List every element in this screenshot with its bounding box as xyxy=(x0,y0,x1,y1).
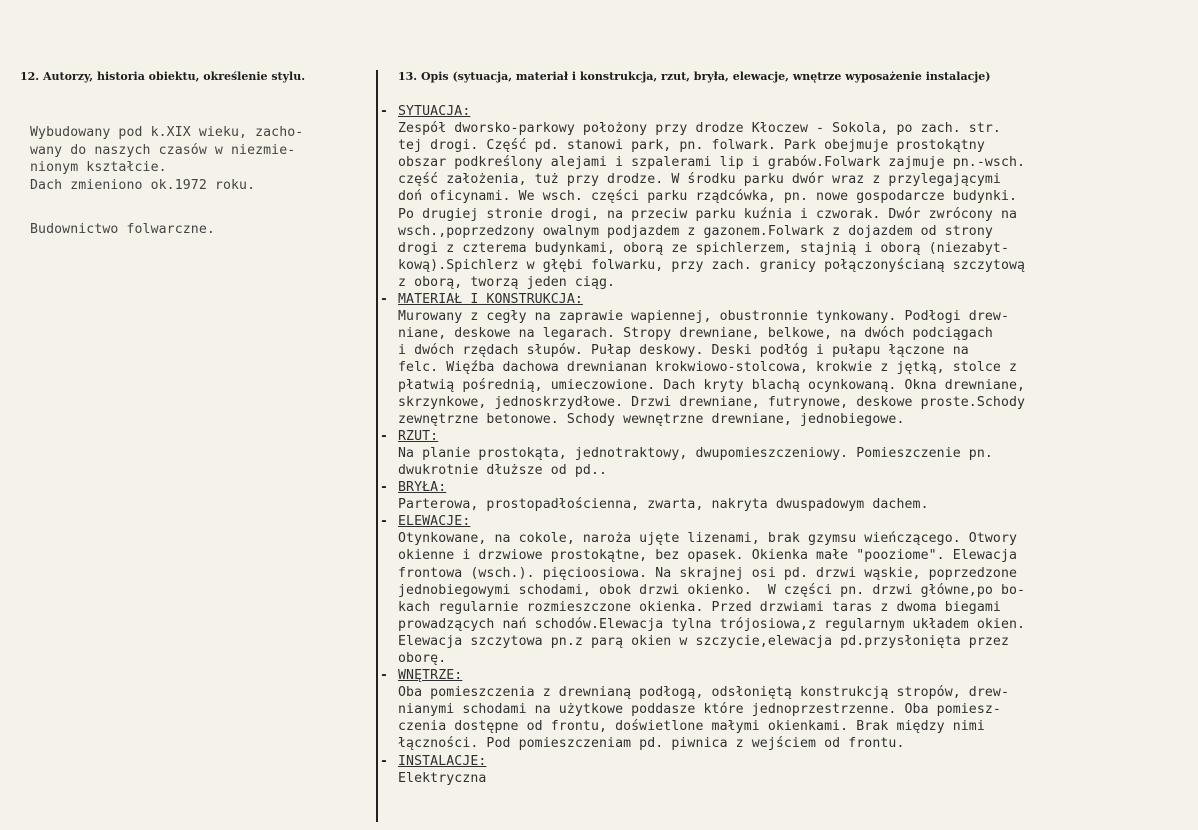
section-heading xyxy=(380,667,1180,684)
section-dash: - xyxy=(380,514,389,530)
section-line: dwukrotnie dłuższe od pd.. xyxy=(398,462,608,478)
section-line: kową).Spichlerz w głębi folwarku, przy zach. granicy połączonyścianą szczytową xyxy=(398,257,1026,273)
section-line: Na planie prostokąta, jednotraktowy, dwupomieszczeniowy. Pomieszczenie pn. xyxy=(398,445,993,461)
style-paragraph: Budownictwo folwarczne. xyxy=(30,222,215,237)
section-line: nianymi schodami na użytkowe poddasze które jednoprzestrzenne. Oba pomiesz- xyxy=(398,702,1001,718)
section-line: łączności. Pod pomieszczeniam pd. piwnica z wejściem od frontu. xyxy=(398,736,905,752)
section-line: Parterowa, prostopadłościenna, zwarta, nakryta dwuspadowym dachem. xyxy=(398,497,929,513)
section-dash: - xyxy=(380,480,389,496)
section-line: oborę. xyxy=(398,651,447,666)
section-line: czenia dostępne od frontu, doświetlone małymi okienkami. Brak między nimi xyxy=(398,719,985,735)
section-line: Oba pomieszczenia z drewnianą podłogą, odsłoniętą konstrukcją stropów, drew- xyxy=(398,685,1010,701)
section-line: Elewacja szczytowa pn.z parą okien w szczycie,elewacja pd.przysłonięta przez xyxy=(398,633,1010,649)
section-heading xyxy=(380,103,1180,120)
section-dash: - xyxy=(380,428,389,444)
section-line: frontowa (wsch.). pięcioosiowa. Na skrajnej osi pd. drzwi wąskie, poprzedzone xyxy=(398,565,1018,581)
section-dash: - xyxy=(380,104,389,119)
section-heading xyxy=(380,513,1180,530)
section-line: okienne i drzwiowe prostokątne, bez opasek. Okienka małe "pooziome". Elewacja xyxy=(398,548,1018,564)
section-line: część założenia, tuż przy drodze. W środku parku dwór wraz z przylegającymi xyxy=(398,172,1001,188)
section-line: drogi z czterema budynkami, oborą ze spichlerzem, stajnią i oborą (niezabyt- xyxy=(398,240,1010,256)
section-heading xyxy=(380,753,1180,770)
section-line: skrzynkowe, jednoskrzydłowe. Drzwi drewniane, futrynowe, deskowe proste.Schody xyxy=(398,394,1026,410)
section-title: ELEWACJE: xyxy=(398,514,471,530)
section-title: WNĘTRZE: xyxy=(398,668,463,684)
section-line: zewnętrzne betonowe. Schody wewnętrzne drewniane, jednobiegowe. xyxy=(398,411,905,427)
section-title: BRYŁA: xyxy=(398,480,447,496)
section-line: obszar podkreślony alejami i szpalerami lip i grabów.Folwark zajmuje pn.-wsch. xyxy=(398,155,1026,171)
section-line: prowadzących nań schodów.Elewacja tylna trójosiowa,z regularnym układem okien. xyxy=(398,616,1026,632)
section-line: niane, deskowe na legarach. Stropy drewniane, belkowe, na dwóch podciągach xyxy=(398,326,993,342)
section-heading xyxy=(380,479,1180,496)
section-line: tej drogi. Część pd. stanowi park, pn. folwark. Park obejmuje prostokątny xyxy=(398,138,985,154)
section-dash: - xyxy=(380,668,389,684)
section-title: SYTUACJA: xyxy=(398,104,471,119)
column-divider xyxy=(376,70,378,822)
section-line: Elektryczna xyxy=(398,770,487,786)
section-line: i dwóch rzędach słupów. Pułap deskowy. Deski podłóg i pułapu łączone na xyxy=(398,343,969,359)
section-title: INSTALACJE: xyxy=(398,753,487,769)
history-paragraph: Wybudowany pod k.XIX wieku, zacho- wany do naszych czasów w niezmie- nionym kształcie. Dach zmieniono ok.1972 roku. xyxy=(30,125,304,193)
section-line: Zespół dworsko-parkowy położony przy drodze Kłoczew - Sokola, po zach. str. xyxy=(398,121,1001,137)
section-heading xyxy=(380,428,1180,445)
section-line: Po drugiej stronie drogi, na przeciw parku kuźnia i czworak. Dwór zwrócony na xyxy=(398,206,1018,222)
section-title: RZUT: xyxy=(398,428,439,444)
section-heading xyxy=(380,291,1180,308)
section-line: kach regularnie rozmieszczone okienka. Przed drzwiami taras z dwoma biegami xyxy=(398,599,1001,615)
section-line: Otynkowane, na cokole, naroża ujęte lizenami, brak gzymsu wieńczącego. Otwory xyxy=(398,531,1018,547)
section-line: jednobiegowymi schodami, obok drzwi okienko. W części pn. drzwi główne,po bo- xyxy=(398,582,1026,598)
header-left: 12. Autorzy, historia obiektu, określenie stylu. xyxy=(20,70,306,83)
section-line: płatwią pośrednią, umieczowione. Dach kryty blachą ocynkowaną. Okna drewniane, xyxy=(398,377,1026,393)
section-line: felc. Więźba dachowa drewnianan krokwiowo-stolcowa, krokwie z jętką, stolce z xyxy=(398,360,1018,376)
section-title: MATERIAŁ I KONSTRUKCJA: xyxy=(398,292,583,308)
section-dash: - xyxy=(380,753,389,769)
section-dash: - xyxy=(380,292,389,308)
description-column xyxy=(380,103,1180,787)
section-line: doń oficynami. We wsch. części parku rządcówka, pn. nowe gospodarcze budynki. xyxy=(398,189,1018,205)
section-line: wsch.,poprzedzony owalnym podjazdem z gazonem.Folwark z dojazdem od strony xyxy=(398,223,993,239)
section-line: Murowany z cegły na zaprawie wapiennej, obustronnie tynkowany. Podłogi drew- xyxy=(398,309,1010,325)
header-right: 13. Opis (sytuacja, materiał i konstrukcja, rzut, bryła, elewacje, wnętrze wyposażenie instalacje) xyxy=(398,70,991,83)
section-line: z oborą, tworzą jeden ciąg. xyxy=(398,274,616,290)
